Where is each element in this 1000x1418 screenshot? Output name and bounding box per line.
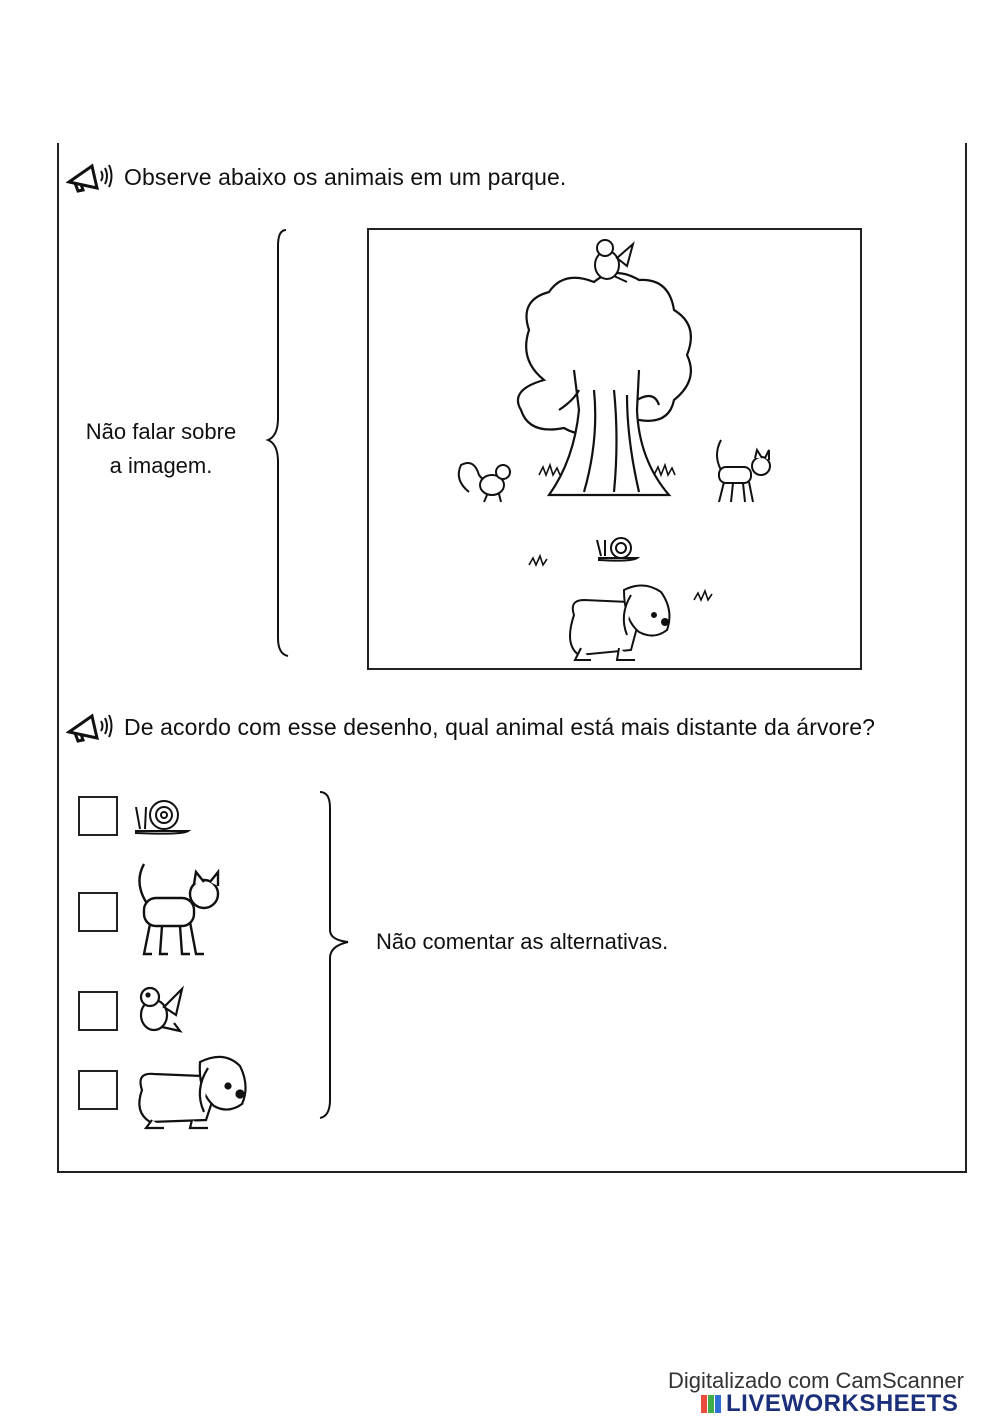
liveworksheets-icon xyxy=(700,1394,722,1414)
instruction-line xyxy=(66,160,566,194)
note-line-1: Não falar sobre xyxy=(85,419,237,444)
option-checkbox[interactable] xyxy=(78,892,118,932)
brace-right xyxy=(316,790,356,1120)
speaker-icon xyxy=(66,160,116,194)
brace-left xyxy=(262,228,292,658)
speaker-icon xyxy=(66,710,116,744)
snail-icon xyxy=(132,795,192,837)
note-line-2: a imagem. xyxy=(109,453,213,478)
snail-in-picture xyxy=(597,538,637,561)
option-bird[interactable] xyxy=(78,983,188,1039)
cat-in-picture xyxy=(717,440,770,502)
instruction-text: Observe abaixo os animais em um parque. xyxy=(124,163,567,190)
question-line xyxy=(66,710,875,744)
tree xyxy=(518,273,691,495)
option-checkbox[interactable] xyxy=(78,991,118,1031)
option-checkbox[interactable] xyxy=(78,796,118,836)
option-checkbox[interactable] xyxy=(78,1070,118,1110)
brand-logo xyxy=(700,1390,958,1418)
teacher-note-image xyxy=(66,415,256,483)
option-snail[interactable] xyxy=(78,795,192,837)
brand-text: LIVEWORKSHEETS xyxy=(726,1390,959,1417)
cat-icon xyxy=(132,862,232,962)
option-dog[interactable] xyxy=(78,1050,252,1130)
park-picture xyxy=(367,228,862,670)
question-text: De acordo com esse desenho, qual animal está mais distante da árvore? xyxy=(124,713,875,740)
squirrel-in-picture xyxy=(459,463,510,502)
bird-icon xyxy=(132,983,188,1039)
dog-in-picture xyxy=(570,585,669,660)
scanner-watermark: Digitalizado com CamScanner xyxy=(668,1368,964,1393)
teacher-note-options: Não comentar as alternativas. xyxy=(376,929,669,954)
dog-icon xyxy=(132,1050,252,1130)
option-cat[interactable] xyxy=(78,862,232,962)
